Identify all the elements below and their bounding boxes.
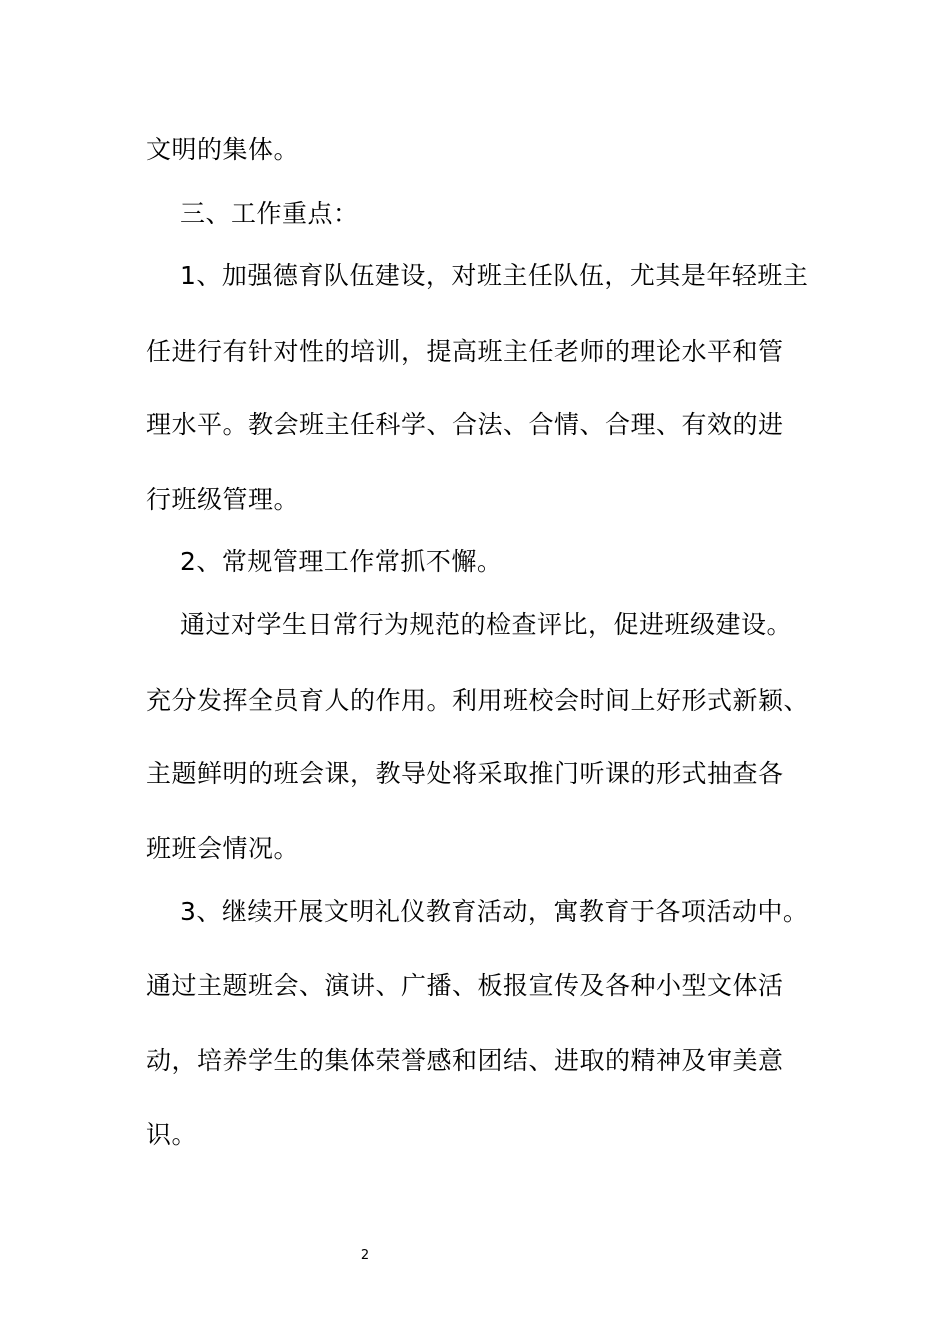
item-2-paragraph-line-1: 通过对学生日常行为规范的检查评比，促进班级建设。 (180, 610, 793, 639)
item-1-first-line: 1、加强德育队伍建设，对班主任队伍，尤其是年轻班主 (180, 261, 809, 290)
item-2-heading: 2、常规管理工作常抓不懈。 (180, 547, 503, 576)
section-heading-work-focus: 三、工作重点： (180, 199, 359, 228)
page-number: 2 (360, 1248, 370, 1263)
item-2-paragraph-line-3: 主题鲜明的班会课，教导处将采取推门听课的形式抽查各 (146, 759, 784, 788)
item-1-line-3: 理水平。教会班主任科学、合法、合情、合理、有效的进 (146, 410, 784, 439)
item-1-line-2: 任进行有针对性的培训，提高班主任老师的理论水平和管 (146, 337, 784, 366)
item-3-first-line: 3、继续开展文明礼仪教育活动，寓教育于各项活动中。 (180, 897, 809, 926)
text-line-closing: 文明的集体。 (146, 135, 300, 164)
item-1-line-4: 行班级管理。 (146, 485, 300, 514)
item-3-line-3: 动，培养学生的集体荣誉感和团结、进取的精神及审美意 (146, 1046, 784, 1075)
item-3-line-4: 识。 (146, 1120, 198, 1149)
item-3-line-2: 通过主题班会、演讲、广播、板报宣传及各种小型文体活 (146, 971, 784, 1000)
item-2-paragraph-line-4: 班班会情况。 (146, 834, 300, 863)
item-2-paragraph-line-2: 充分发挥全员育人的作用。利用班校会时间上好形式新颖、 (146, 686, 810, 715)
